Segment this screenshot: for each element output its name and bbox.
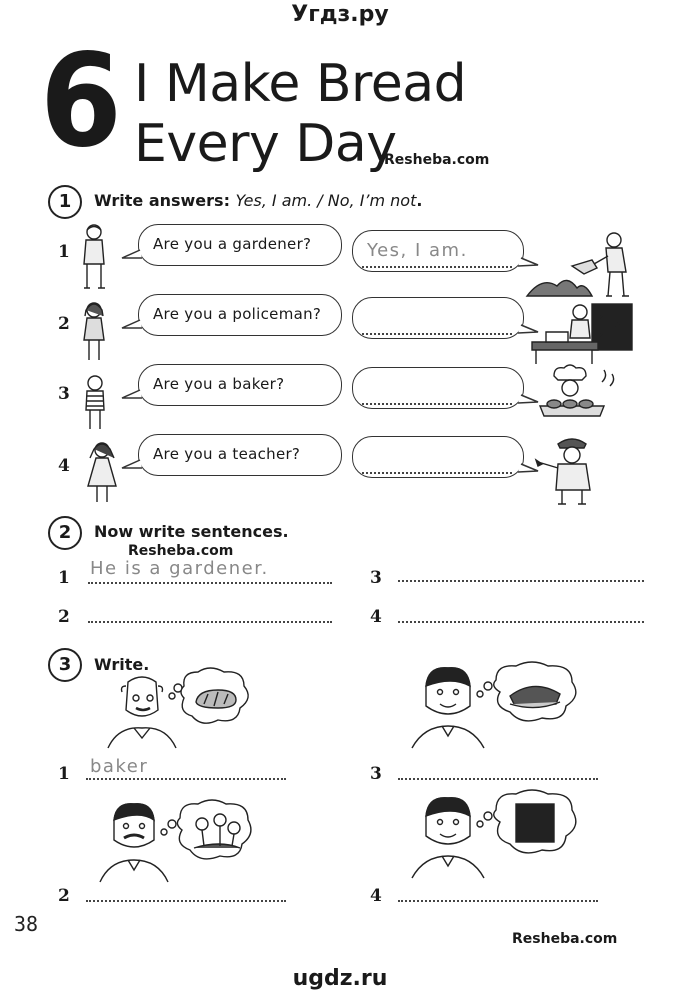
boy-striped-figure-icon xyxy=(78,374,112,432)
watermark: Resheba.com xyxy=(512,931,618,947)
bald-man-thinking-illustration xyxy=(98,668,258,752)
tail-left xyxy=(122,320,142,328)
ex3-item-number: 1 xyxy=(58,764,70,784)
baker-illustration-icon xyxy=(540,364,620,432)
ex1-row-number: 3 xyxy=(58,384,70,404)
ex3-answer-line[interactable] xyxy=(398,778,598,780)
tail-left xyxy=(122,460,142,468)
watermark: Resheba.com xyxy=(384,152,490,168)
girl-figure-icon xyxy=(76,300,112,364)
tail-right xyxy=(518,395,538,403)
ex1-row-number: 2 xyxy=(58,314,70,334)
gardener-illustration-icon xyxy=(522,226,637,301)
chapter-title-line1: I Make Bread xyxy=(134,54,467,114)
exercise-2-title: Now write sentences. xyxy=(94,522,289,541)
man-thinking-police-cap-illustration xyxy=(412,664,582,750)
ex2-answer-line[interactable] xyxy=(88,621,332,623)
ex2-answer-text: He is a gardener. xyxy=(90,558,269,579)
moustache-man-thinking-illustration xyxy=(100,800,260,884)
teacher-illustration-icon xyxy=(528,298,638,368)
svg-text:2: 2 xyxy=(600,313,606,323)
man-thinking-blackboard-illustration xyxy=(412,790,582,880)
ex3-item-number: 3 xyxy=(370,764,382,784)
ex2-item-number: 2 xyxy=(58,607,70,627)
ex2-answer-line[interactable] xyxy=(88,582,332,584)
exercise-1-hint-end: . xyxy=(416,191,423,210)
exercise-1-title-text: Write answers: xyxy=(94,191,230,210)
question-text: Are you a teacher? xyxy=(153,445,301,463)
site-footer: ugdz.ru xyxy=(292,966,388,991)
site-header: Угдз.ру xyxy=(291,2,389,27)
watermark: Resheba.com xyxy=(128,543,234,559)
question-text: Are you a baker? xyxy=(153,375,285,393)
svg-text:+: + xyxy=(614,321,620,331)
ex2-item-number: 1 xyxy=(58,568,70,588)
ex2-answer-line[interactable] xyxy=(398,580,644,582)
exercise-1-hint: Yes, I am. / No, I’m not xyxy=(235,191,417,210)
exercise-2-number: 2 xyxy=(48,516,82,550)
ex1-row-number: 1 xyxy=(58,242,70,262)
exercise-3-number: 3 xyxy=(48,648,82,682)
question-text: Are you a policeman? xyxy=(153,305,322,323)
ex1-row-number: 4 xyxy=(58,456,70,476)
chapter-number: 6 xyxy=(40,27,122,176)
ex2-item-number: 3 xyxy=(370,568,382,588)
policeman-illustration-icon xyxy=(536,434,616,508)
ex3-item-number: 4 xyxy=(370,886,382,906)
ex3-item-number: 2 xyxy=(58,886,70,906)
ex2-answer-line[interactable] xyxy=(398,621,644,623)
girl-dress-figure-icon xyxy=(82,440,122,504)
chapter-title-line2: Every Day xyxy=(134,114,397,174)
exercise-3-title: Write. xyxy=(94,655,150,674)
ex2-item-number: 4 xyxy=(370,607,382,627)
svg-text:2: 2 xyxy=(600,331,606,341)
boy-figure-icon xyxy=(74,222,114,294)
tail-left xyxy=(122,250,142,258)
exercise-1-number: 1 xyxy=(48,185,82,219)
tail-left xyxy=(122,390,142,398)
ex3-answer-line[interactable] xyxy=(398,900,598,902)
question-text: Are you a gardener? xyxy=(153,235,312,253)
answer-text: Yes, I am. xyxy=(367,240,468,261)
ex3-answer-text: baker xyxy=(90,756,149,777)
ex3-answer-line[interactable] xyxy=(86,778,286,780)
page-number: 38 xyxy=(14,912,39,936)
tail-right xyxy=(518,464,538,472)
ex3-answer-line[interactable] xyxy=(86,900,286,902)
